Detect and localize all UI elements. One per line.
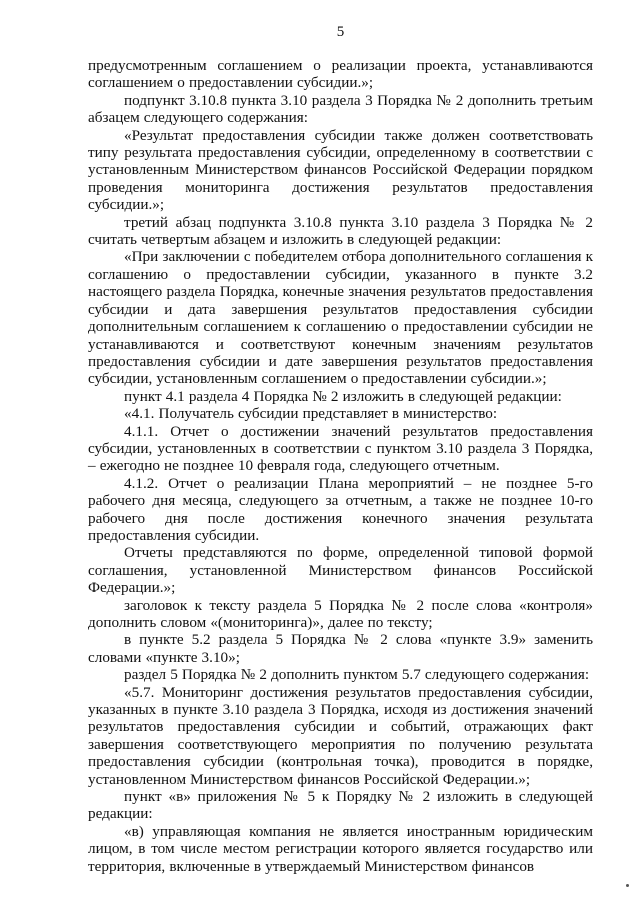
paragraph: Отчеты представляются по форме, определенной типовой формой соглашения, установленной Министерством финансов Российской Федерации.»; <box>88 544 593 597</box>
paragraph: заголовок к тексту раздела 5 Порядка № 2 после слова «контроля» дополнить словом «(мониторинга)», далее по тексту; <box>88 596 593 631</box>
quoted-paragraph: «При заключении с победителем отбора дополнительного соглашения к соглашению о предоставлении субсидии, указанного в пункте 3.2 настоящего раздела Порядка, конечные значения результатов предоставления субсидии и дата завершения результатов предоставления субсидии дополнительным соглашением к соглашению о предоставлении субсидии не устанавливаются и соответствуют конечным значениям результатов предоставления субсидии и дате завершения результатов предоставления субсидии, установленным соглашением о предоставлении субсидии.»; <box>88 248 593 388</box>
document-body <box>88 57 593 875</box>
page-number: 5 <box>336 24 345 40</box>
quoted-paragraph: «Результат предоставления субсидии также должен соответствовать типу результата предоставления субсидии, определенному в соответствии с установленным Министерством финансов Российской Федерации порядком проведения мониторинга достижения результатов предоставления субсидии.»; <box>88 126 593 214</box>
subclause-paragraph: 4.1.1. Отчет о достижении значений результатов предоставления субсидии, установленных в соответствии с пунктом 3.10 раздела 3 Порядка, – ежегодно не позднее 10 февраля года, следующего отчетным. <box>88 422 593 475</box>
paragraph: раздел 5 Порядка № 2 дополнить пунктом 5.7 следующего содержания: <box>124 666 590 684</box>
quoted-paragraph: «в) управляющая компания не является иностранным юридическим лицом, в том числе местом регистрации которого является государство или территория, включенные в утверждаемый Министерством финансов <box>88 822 593 875</box>
paragraph: подпункт 3.10.8 пункта 3.10 раздела 3 Порядка № 2 дополнить третьим абзацем следующего содержания: <box>88 91 593 127</box>
paragraph: пункт «в» приложения № 5 к Порядку № 2 изложить в следующей редакции: <box>88 788 593 823</box>
paragraph: третий абзац подпункта 3.10.8 пункта 3.10 раздела 3 Порядка № 2 считать четвертым абзацем и изложить в следующей редакции: <box>88 213 593 249</box>
quoted-paragraph: «5.7. Мониторинг достижения результатов предоставления субсидии, указанных в пункте 3.10 раздела 3 Порядка, исходя из достижения значений результатов предоставления субсидии и событий, отражающих факт завершения соответствующего мероприятия по получению результата предоставления субсидии (контрольная точка), проводится в порядке, установленном Министерством финансов Российской Федерации.»; <box>88 683 593 788</box>
paragraph: в пункте 5.2 раздела 5 Порядка № 2 слова «пункте 3.9» заменить словами «пункте 3.10»; <box>88 631 593 666</box>
paragraph-continuation: предусмотренным соглашением о реализации проекта, устанавливаются соглашением о предоставлении субсидии.»; <box>88 57 593 92</box>
subclause-paragraph: 4.1.2. Отчет о реализации Плана мероприятий – не позднее 5-го рабочего дня месяца, следующего за отчетным, а также не позднее 10-го рабочего дня после достижения конечного значения результата предоставления субсидии. <box>88 474 593 544</box>
scan-speck <box>626 884 629 887</box>
quoted-paragraph: «4.1. Получатель субсидии представляет в министерство: <box>124 405 498 423</box>
paragraph: пункт 4.1 раздела 4 Порядка № 2 изложить в следующей редакции: <box>124 387 562 405</box>
